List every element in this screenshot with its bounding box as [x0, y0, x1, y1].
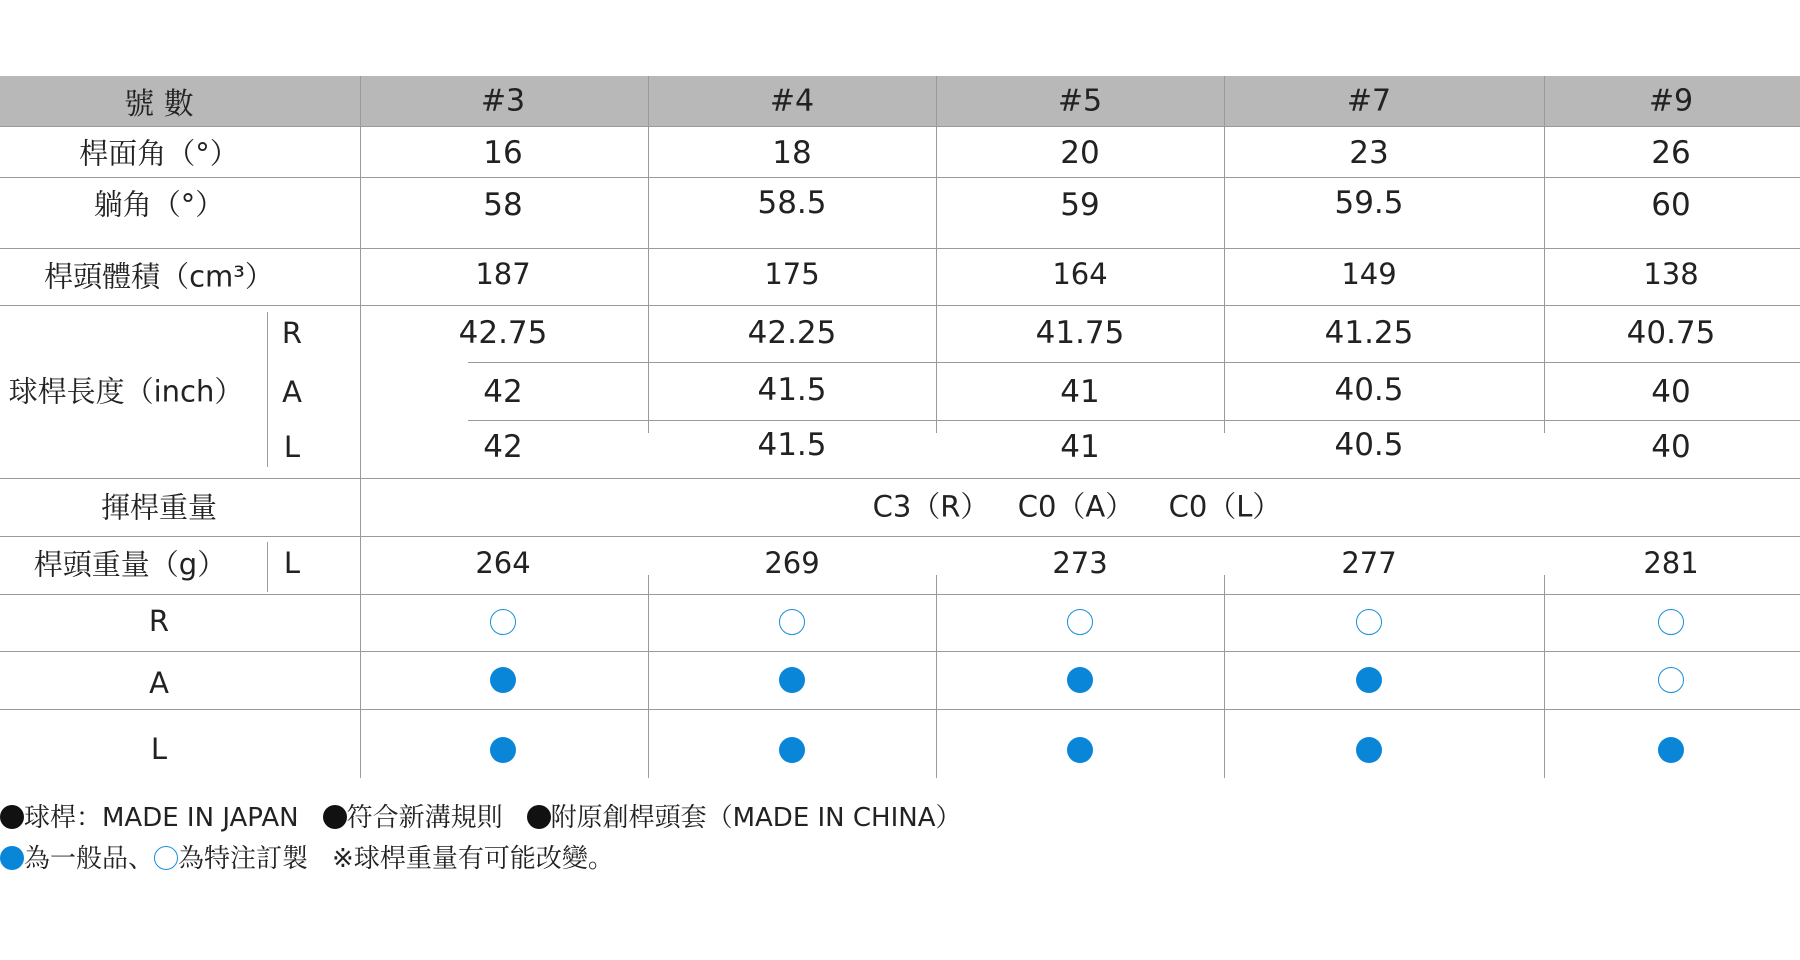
cell-length-L: 41: [1060, 429, 1100, 465]
length-flex-A: A: [282, 375, 302, 409]
grid-hline: [468, 362, 1800, 363]
grid-vline: [1224, 76, 1225, 433]
custom-order-mark-icon: [1658, 667, 1684, 693]
grid-hline: [0, 536, 1800, 537]
cell-swing-weight: C0（L）: [1168, 489, 1282, 524]
footer-note: 符合新溝規則: [346, 803, 503, 833]
row-label-lie: 躺角（°）: [93, 187, 225, 222]
row-label-length: 球桿長度（inch）: [8, 374, 244, 409]
header-band: [0, 76, 1800, 127]
legend-custom: 為特注訂製: [178, 844, 309, 874]
cell-length-R: 41.25: [1324, 315, 1414, 351]
length-flex-R: R: [281, 316, 303, 350]
grid-vline: [648, 76, 649, 433]
bullet-icon: [0, 805, 24, 829]
header-column-0: #3: [480, 83, 526, 119]
header-label: 號 數: [124, 87, 194, 122]
grid-hline: [0, 177, 1800, 178]
row-label-swing-weight: 揮桿重量: [100, 490, 218, 525]
cell-length-R: 41.75: [1035, 315, 1125, 351]
custom-order-mark-icon: [154, 846, 178, 870]
cell-length-A: 40: [1651, 374, 1691, 410]
cell-loft: 26: [1651, 135, 1691, 171]
cell-volume: 175: [764, 257, 820, 291]
cell-length-R: 42.75: [458, 315, 548, 351]
cell-loft: 20: [1060, 135, 1100, 171]
grid-vline: [1544, 76, 1545, 433]
cell-head-weight: 269: [764, 546, 820, 580]
grid-hline: [0, 478, 1800, 479]
standard-mark-icon: [490, 667, 516, 693]
cell-length-A: 41.5: [757, 372, 827, 408]
cell-volume: 164: [1052, 257, 1108, 291]
length-flex-L: L: [283, 430, 301, 464]
standard-mark-icon: [1067, 667, 1093, 693]
standard-mark-icon: [1067, 737, 1093, 763]
bullet-icon: [323, 805, 347, 829]
cell-swing-weight: C0（A）: [1017, 489, 1135, 524]
cell-lie: 58: [483, 187, 523, 223]
cell-head-weight: 273: [1052, 546, 1108, 580]
grid-vline: [267, 312, 268, 467]
custom-order-mark-icon: [1356, 609, 1382, 635]
standard-mark-icon: [1356, 737, 1382, 763]
cell-lie: 59: [1060, 187, 1100, 223]
grid-vline: [936, 575, 937, 778]
custom-order-mark-icon: [779, 609, 805, 635]
cell-length-R: 40.75: [1626, 315, 1716, 351]
head-weight-flex: L: [283, 546, 301, 580]
cell-lie: 58.5: [757, 185, 827, 221]
grid-vline: [360, 76, 361, 778]
cell-length-L: 41.5: [757, 427, 827, 463]
cell-length-L: 40: [1651, 429, 1691, 465]
grid-hline: [468, 420, 1800, 421]
legend-standard: 為一般品、: [24, 844, 155, 874]
standard-mark-icon: [1356, 667, 1382, 693]
row-label-head-weight: 桿頭重量（g）: [33, 547, 227, 582]
grid-hline: [0, 594, 1800, 595]
cell-length-R: 42.25: [747, 315, 837, 351]
cell-length-L: 40.5: [1334, 427, 1404, 463]
standard-mark-icon: [779, 737, 805, 763]
footer-note: 球桿：MADE IN JAPAN: [24, 803, 299, 833]
footer-notes-line2: [0, 838, 614, 875]
grid-hline: [0, 248, 1800, 249]
standard-mark-icon: [1658, 737, 1684, 763]
cell-swing-weight: C3（R）: [872, 489, 990, 524]
standard-mark-icon: [779, 667, 805, 693]
grid-hline: [0, 651, 1800, 652]
cell-volume: 138: [1643, 257, 1699, 291]
row-label-loft: 桿面角（°）: [79, 136, 239, 171]
cell-lie: 59.5: [1334, 185, 1404, 221]
grid-hline: [0, 126, 1800, 127]
cell-loft: 23: [1349, 135, 1389, 171]
row-label-volume: 桿頭體積（cm³）: [44, 259, 274, 294]
header-column-3: #7: [1346, 83, 1392, 119]
grid-vline: [1224, 575, 1225, 778]
cell-head-weight: 281: [1643, 546, 1699, 580]
header-column-1: #4: [769, 83, 815, 119]
header-column-2: #5: [1057, 83, 1103, 119]
bullet-icon: [527, 805, 551, 829]
grid-vline: [1544, 575, 1545, 778]
availability-flex-L: L: [150, 732, 168, 766]
cell-volume: 149: [1341, 257, 1397, 291]
grid-vline: [936, 76, 937, 433]
cell-length-A: 41: [1060, 374, 1100, 410]
cell-length-A: 42: [483, 374, 523, 410]
header-column-4: #9: [1648, 83, 1694, 119]
standard-mark-icon: [0, 846, 24, 870]
footer-note: 附原創桿頭套（MADE IN CHINA）: [550, 803, 962, 833]
custom-order-mark-icon: [1067, 609, 1093, 635]
cell-length-L: 42: [483, 429, 523, 465]
cell-loft: 16: [483, 135, 523, 171]
custom-order-mark-icon: [490, 609, 516, 635]
cell-loft: 18: [772, 135, 812, 171]
standard-mark-icon: [490, 737, 516, 763]
cell-length-A: 40.5: [1334, 372, 1404, 408]
grid-vline: [648, 575, 649, 778]
availability-flex-A: A: [149, 666, 169, 700]
cell-head-weight: 277: [1341, 546, 1397, 580]
custom-order-mark-icon: [1658, 609, 1684, 635]
cell-head-weight: 264: [475, 546, 531, 580]
weight-note: ※球桿重量有可能改變。: [332, 844, 614, 874]
cell-volume: 187: [475, 257, 531, 291]
grid-hline: [0, 305, 1800, 306]
grid-hline: [0, 709, 1800, 710]
footer-notes-line1: [0, 797, 962, 834]
cell-lie: 60: [1651, 187, 1691, 223]
availability-flex-R: R: [148, 604, 170, 638]
grid-vline: [267, 542, 268, 592]
